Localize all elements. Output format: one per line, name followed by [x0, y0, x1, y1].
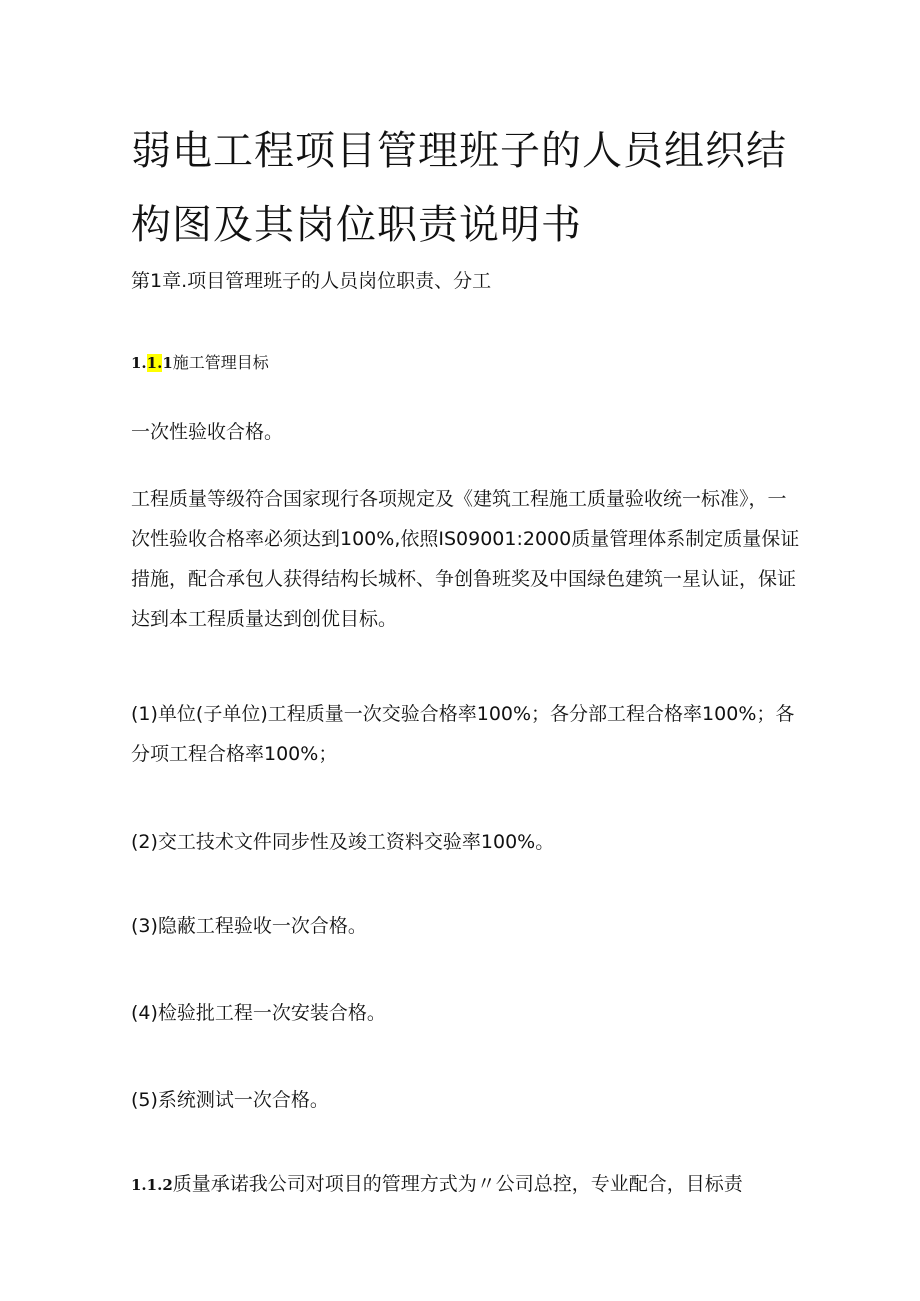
paragraph: (1)单位(子单位)工程质量一次交验合格率100%；各分部工程合格率100%；各分项工程合格率100%；	[131, 703, 795, 765]
document-title: 弱电工程项目管理班子的人员组织结构图及其岗位职责说明书	[131, 128, 787, 248]
paragraph: 一次性验收合格。	[131, 421, 284, 443]
section-heading-1-1-1	[131, 350, 269, 376]
section-title: 施工管理目标	[172, 353, 269, 372]
paragraph: 工程质量等级符合国家现行各项规定及《建筑工程施工质量验收统一标准》，一次性验收合格率必须达到100%,依照IS09001:2000质量管理体系制定质量保证措施，配合承包人获得结构长城杯、争创鲁班奖及中国绿色建筑一星认证，保证达到本工程质量达到创优目标。	[131, 488, 800, 630]
chapter-heading: 第1章.项目管理班子的人员岗位职责、分工	[131, 270, 492, 292]
section-text: 质量承诺我公司对项目的管理方式为〃公司总控，专业配合，目标责	[172, 1173, 743, 1195]
paragraph: (5)系统测试一次合格。	[131, 1089, 329, 1111]
paragraph: (4)检验批工程一次安装合格。	[131, 1002, 386, 1024]
section-number-part: 1.	[131, 354, 147, 372]
highlighted-section-number: 1.	[146, 354, 163, 372]
paragraph: (2)交工技术文件同步性及竣工资料交验率100%。	[131, 831, 555, 853]
section-heading-1-1-2	[131, 1164, 801, 1205]
section-number: 1.1.2	[131, 1176, 173, 1194]
paragraph: (3)隐蔽工程验收一次合格。	[131, 915, 367, 937]
section-number-part: 1	[162, 354, 173, 372]
